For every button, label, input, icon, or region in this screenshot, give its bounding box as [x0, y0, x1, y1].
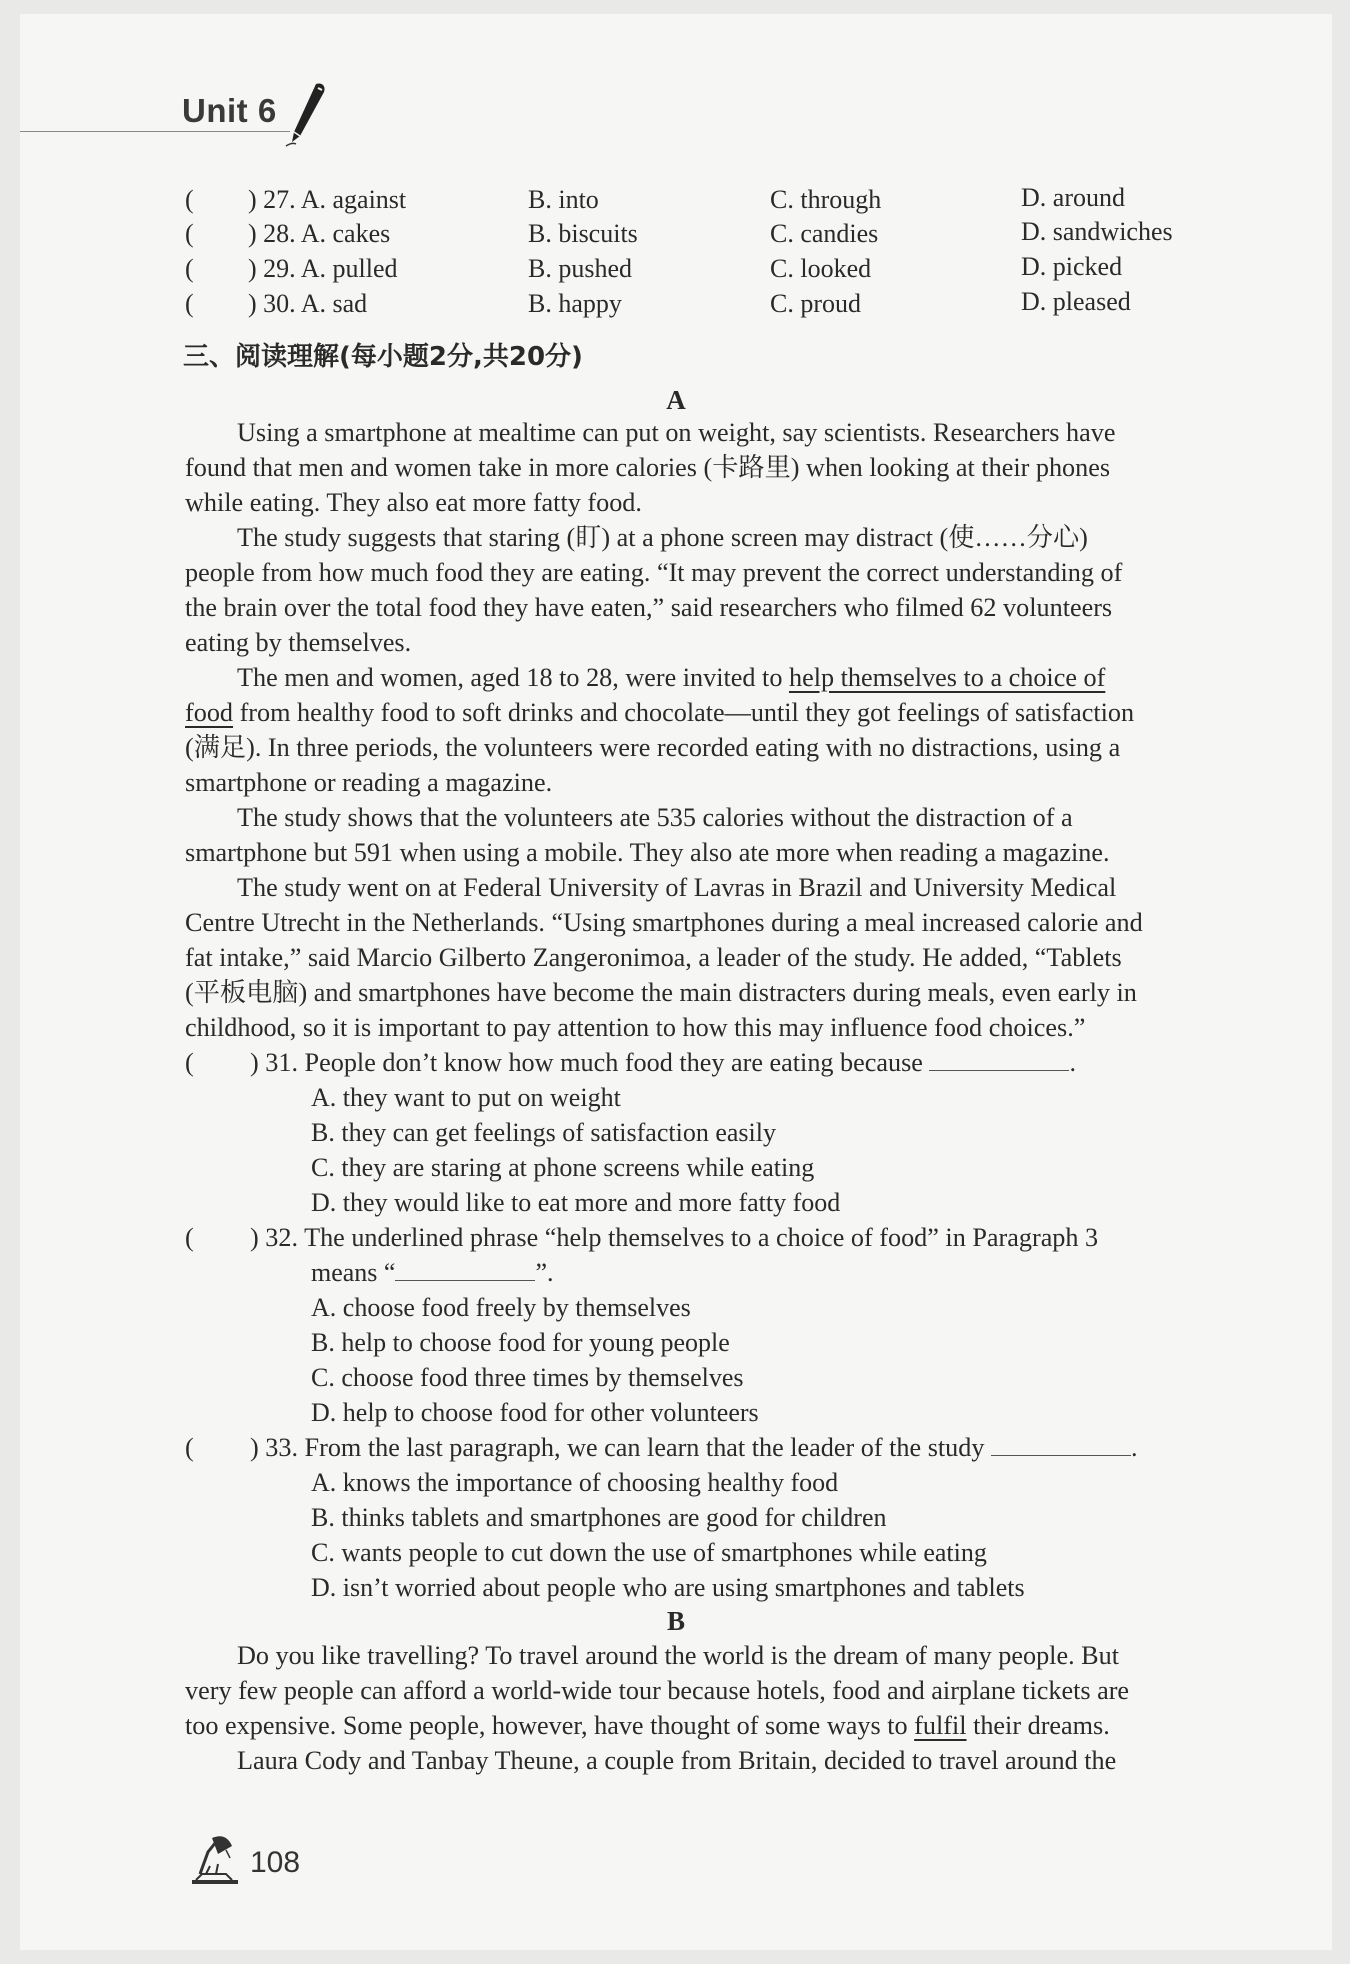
passage-line: while eating. They also eat more fatty food. [185, 488, 642, 517]
option[interactable]: C. choose food three times by themselves [311, 1363, 744, 1392]
passage-line: people from how much food they are eating. “It may prevent the correct understanding of [185, 558, 1123, 587]
answer-blank[interactable] [929, 1048, 1069, 1071]
lamp-icon [186, 1834, 244, 1886]
option[interactable]: D. isn’t worried about people who are using smartphones and tablets [311, 1573, 1025, 1602]
question-32-stem-cont: means “ ”. [311, 1258, 554, 1287]
header-rule [20, 131, 290, 132]
option[interactable]: B. help to choose food for young people [311, 1328, 730, 1357]
passage-title: B [666, 1606, 685, 1636]
pen-icon [282, 80, 332, 150]
passage-line: Laura Cody and Tanbay Theune, a couple from Britain, decided to travel around the [237, 1746, 1117, 1775]
passage-line: smartphone but 591 when using a mobile. They also ate more when reading a magazine. [185, 838, 1110, 867]
passage-line: fat intake,” said Marcio Gilberto Zangeronimoa, a leader of the study. He added, “Tablets [185, 943, 1122, 972]
option[interactable]: D. help to choose food for other volunteers [311, 1398, 759, 1427]
option[interactable]: B. they can get feelings of satisfaction easily [311, 1118, 776, 1147]
underlined-phrase: food [185, 698, 234, 727]
passage-line: (平板电脑) and smartphones have become the main distracters during meals, even early in [185, 978, 1137, 1007]
passage-line: the brain over the total food they have eaten,” said researchers who filmed 62 volunteers [185, 593, 1113, 622]
answer-blank[interactable] [395, 1258, 535, 1281]
passage-line: The men and women, aged 18 to 28, were invited to help themselves to a choice of [237, 663, 1106, 692]
option[interactable]: D. they would like to eat more and more fatty food [311, 1188, 841, 1217]
passage-line: very few people can afford a world-wide tour because hotels, food and airplane tickets are [185, 1676, 1130, 1705]
passage-line: found that men and women take in more calories (卡路里) when looking at their phones [185, 453, 1111, 482]
section-heading: 三、阅读理解(每小题2分,共20分) [183, 342, 583, 372]
underlined-word: fulfil [914, 1711, 967, 1740]
option[interactable]: C. they are staring at phone screens while eating [311, 1153, 815, 1182]
passage-line: smartphone or reading a magazine. [185, 768, 553, 797]
passage-line: The study shows that the volunteers ate 535 calories without the distraction of a [237, 803, 1073, 832]
passage-line: The study went on at Federal University of Lavras in Brazil and University Medical [237, 873, 1117, 902]
page-number: 108 [250, 1846, 301, 1879]
passage-title: A [666, 385, 686, 415]
passage-line: The study suggests that staring (盯) at a phone screen may distract (使……分心) [237, 523, 1088, 552]
passage-line: food from healthy food to soft drinks and chocolate—until they got feelings of satisfaction [185, 698, 1135, 727]
option[interactable]: A. they want to put on weight [311, 1083, 621, 1112]
passage-line: (满足). In three periods, the volunteers were recorded eating with no distractions, using a [185, 733, 1121, 762]
answer-blank[interactable] [991, 1433, 1131, 1456]
underlined-phrase: help themselves to a choice of [788, 663, 1106, 692]
passage-line: childhood, so it is important to pay attention to how this may influence food choices.” [185, 1013, 1086, 1042]
passage-line: Using a smartphone at mealtime can put on weight, say scientists. Researchers have [237, 418, 1116, 447]
option[interactable]: A. knows the importance of choosing healthy food [311, 1468, 839, 1497]
option[interactable]: B. thinks tablets and smartphones are good for children [311, 1503, 887, 1532]
passage-line: Centre Utrecht in the Netherlands. “Using smartphones during a meal increased calorie and [185, 908, 1143, 937]
option[interactable]: C. wants people to cut down the use of smartphones while eating [311, 1538, 987, 1567]
passage-line: Do you like travelling? To travel around the world is the dream of many people. But [237, 1641, 1120, 1670]
option[interactable]: A. choose food freely by themselves [311, 1293, 691, 1322]
unit-title: Unit 6 [182, 92, 277, 129]
passage-line: too expensive. Some people, however, have thought of some ways to fulfil their dreams. [185, 1711, 1110, 1740]
passage-line: eating by themselves. [185, 628, 412, 657]
